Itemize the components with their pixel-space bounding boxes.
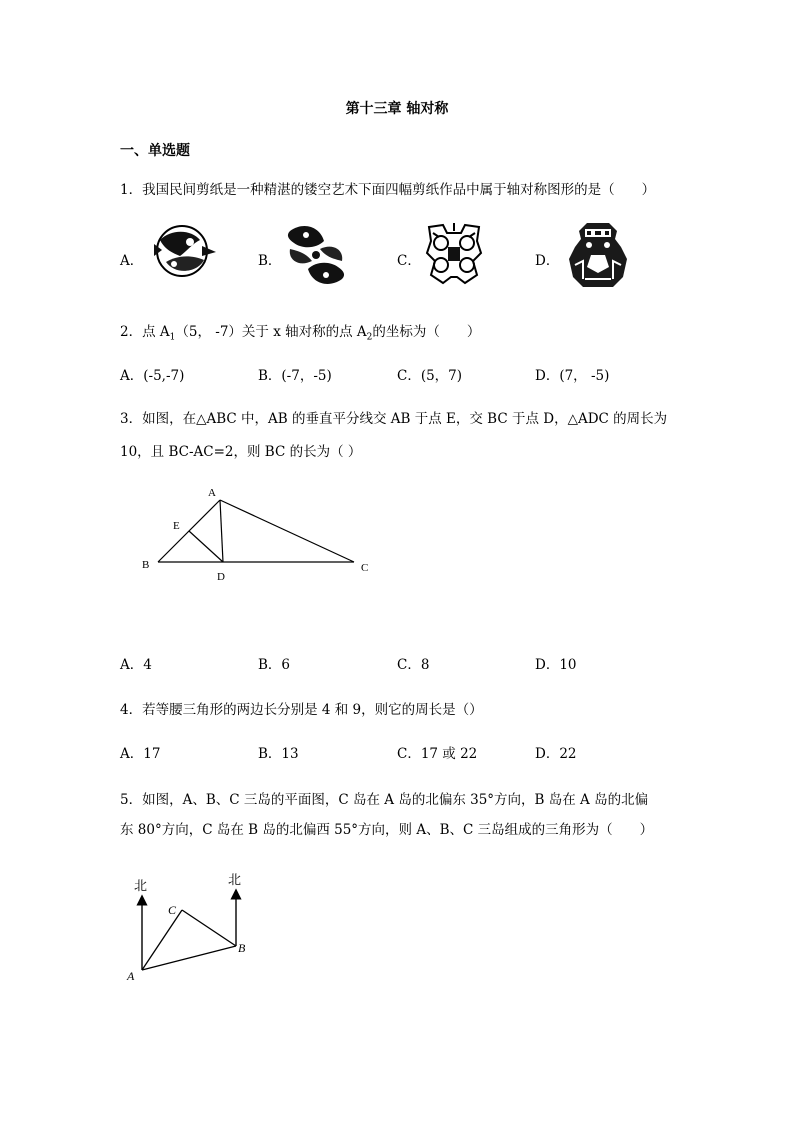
question-2-text — [120, 320, 480, 343]
north-label-2: 北 — [228, 873, 242, 888]
q3-option-b: B．6 — [258, 657, 291, 673]
label-point-b: B — [142, 559, 150, 571]
q1-option-d: D． — [535, 253, 560, 269]
segment-ed — [189, 531, 223, 562]
paper-cut-image-b — [280, 219, 352, 291]
q1-option-b: B． — [258, 253, 282, 269]
paper-cut-image-c — [423, 219, 485, 289]
segment-ad — [220, 500, 223, 562]
page-title: 第十三章 轴对称 — [345, 101, 449, 117]
north-label-1: 北 — [134, 879, 148, 894]
q2-subscript-1: 1 — [169, 332, 176, 343]
q2-prefix: 2．点 A — [120, 324, 170, 340]
label-point-e: E — [173, 520, 180, 532]
q4-option-a: A．17 — [120, 746, 161, 762]
paper-cut-image-a — [146, 222, 218, 280]
q2-option-c: C．(5，7) — [397, 368, 463, 384]
label-point-a: A — [208, 487, 216, 499]
label-point-c: C — [361, 562, 369, 574]
label-island-b: B — [238, 941, 246, 955]
islands-figure — [120, 866, 260, 986]
q2-option-b: B．(-7，-5) — [258, 368, 332, 384]
question-5-line-2: 东 80°方向，C 岛在 B 岛的北偏西 55°方向，则 A、B、C 三岛组成的三角形为（ ） — [120, 822, 654, 838]
q2-option-d: D．(7， -5) — [535, 368, 610, 384]
label-point-d: D — [217, 571, 225, 583]
question-3-line-2: 10，且 BC-AC=2，则 BC 的长为（ ） — [120, 444, 362, 460]
q4-option-b: B．13 — [258, 746, 299, 762]
q2-subscript-2: 2 — [366, 332, 373, 343]
question-3-line-1: 3．如图，在△ABC 中，AB 的垂直平分线交 AB 于点 E，交 BC 于点 D，△ADC 的周长为 — [120, 411, 668, 427]
q4-option-d: D．22 — [535, 746, 577, 762]
segment-cb — [182, 910, 236, 946]
section-heading: 一、单选题 — [120, 143, 190, 159]
q1-option-c: C． — [397, 253, 421, 269]
q4-option-c: C．17 或 22 — [397, 746, 478, 762]
label-island-c: C — [168, 903, 177, 917]
q2-middle: （5， -7）关于 x 轴对称的点 A — [175, 324, 367, 340]
triangle-abc-figure — [130, 480, 390, 590]
label-island-a: A — [127, 969, 135, 983]
q1-option-a: A． — [120, 253, 144, 269]
q3-option-a: A．4 — [120, 657, 152, 673]
q2-option-a: A．(-5,-7) — [120, 368, 185, 384]
q2-suffix: 的坐标为（ ） — [372, 324, 481, 340]
q3-option-c: C．8 — [397, 657, 430, 673]
paper-cut-image-d — [565, 221, 631, 289]
question-4-text: 4．若等腰三角形的两边长分别是 4 和 9，则它的周长是（） — [120, 702, 483, 718]
question-5-line-1: 5．如图，A、B、C 三岛的平面图，C 岛在 A 岛的北偏东 35°方向，B 岛在 A 岛的北偏 — [120, 792, 649, 808]
segment-ac — [220, 500, 354, 562]
question-1-text: 1．我国民间剪纸是一种精湛的镂空艺术下面四幅剪纸作品中属于轴对称图形的是（ ） — [120, 182, 656, 198]
q3-option-d: D．10 — [535, 657, 577, 673]
